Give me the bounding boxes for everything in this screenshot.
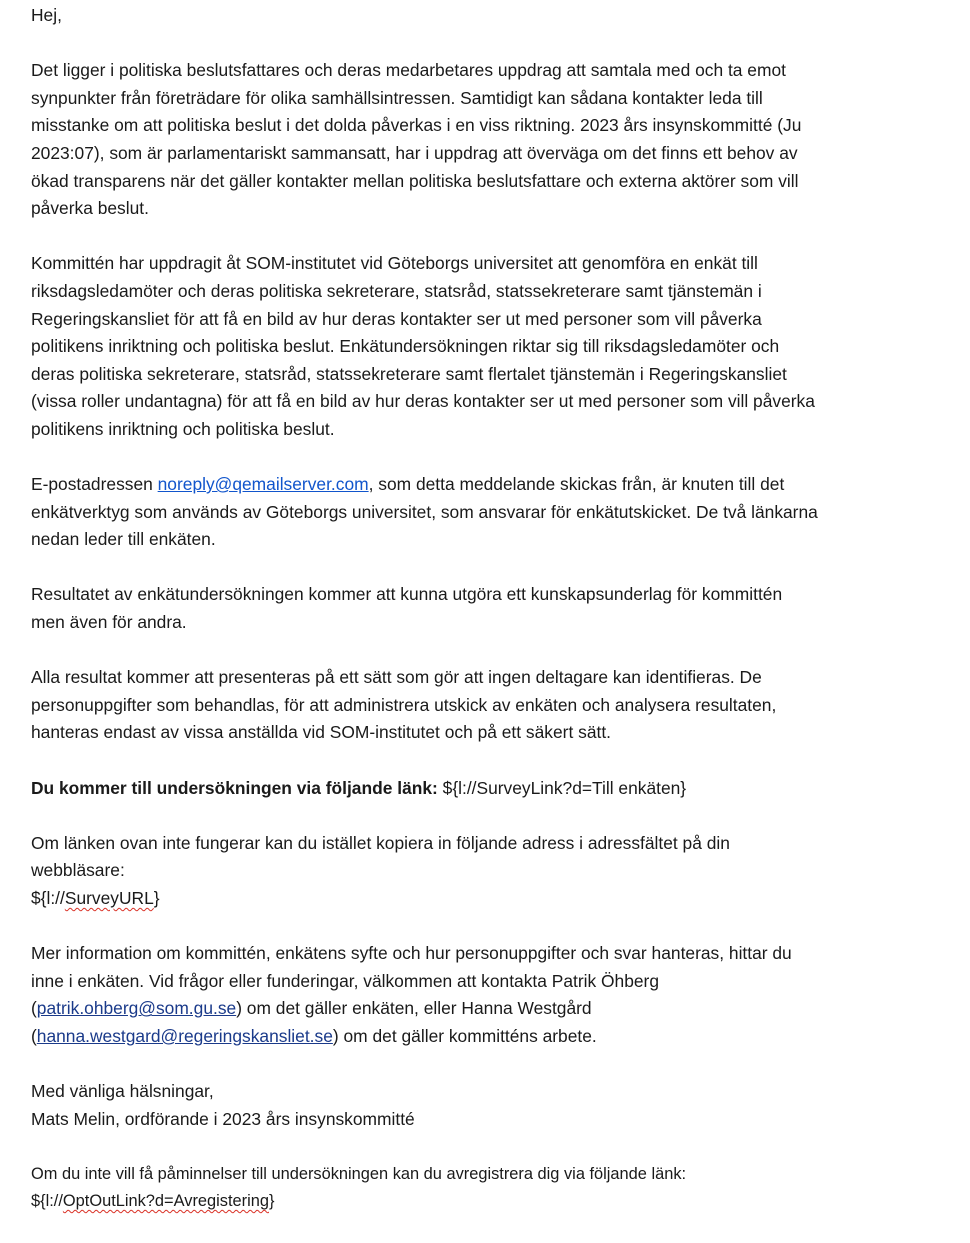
- contacts-line: Mer information om kommittén, enkätens syfte och hur personuppgifter och svar hanteras, hittar du: [31, 943, 792, 964]
- survey-url-squiggle: SurveyURL: [64, 888, 154, 908]
- paren-open: (: [31, 1025, 37, 1046]
- paragraph-intro: [31, 57, 956, 223]
- sender-suffix: , som detta meddelande skickas från, är knuten till det: [368, 474, 785, 495]
- optout-suffix: }: [268, 1191, 275, 1210]
- survey-url-placeholder[interactable]: [31, 885, 956, 913]
- intro-line: 2023:07), som är parlamentariskt sammansatt, har i uppdrag att överväga om det finns ett behov av: [31, 142, 798, 163]
- survey-link-line: [31, 775, 956, 803]
- greeting: [31, 2, 956, 30]
- noreply-email-link[interactable]: noreply@qemailserver.com: [157, 474, 369, 495]
- privacy-line: personuppgifter som behandlas, för att administrera utskick av enkäten och analysera resultaten,: [31, 694, 777, 715]
- signoff: [31, 1078, 956, 1133]
- greeting-text: Hej,: [31, 5, 62, 25]
- results-line: Resultatet av enkätundersökningen kommer att kunna utgöra ett kunskapsunderlag för kommittén: [31, 584, 783, 605]
- survey-link-label: Du kommer till undersökningen via följande länk:: [31, 777, 438, 798]
- commission-line: deras politiska sekreterare, statsråd, statssekreterare samt flertalet tjänstemän i Regeringskansliet: [31, 363, 787, 384]
- contacts-text: ) om det gäller enkäten, eller Hanna Westgård: [236, 998, 592, 1019]
- paragraph-optout: [31, 1161, 956, 1215]
- paren-open: (: [31, 998, 37, 1019]
- optout-link-placeholder[interactable]: [31, 1188, 956, 1215]
- paragraph-contacts: [31, 940, 956, 1050]
- optout-squiggle: OptOutLink?d=Avregistering: [62, 1191, 269, 1210]
- privacy-line: hanteras endast av vissa anställda vid SOM-institutet och på ett säkert sätt.: [31, 722, 611, 743]
- paragraph-sender-info: [31, 471, 956, 554]
- contacts-text: ) om det gäller kommitténs arbete.: [332, 1025, 597, 1046]
- paragraph-privacy: [31, 664, 956, 747]
- commission-line: Regeringskansliet för att få en bild av hur deras kontakter ser ut med personer som vill påverka: [31, 308, 762, 329]
- intro-line: Det ligger i politiska beslutsfattares och deras medarbetares uppdrag att samtala med och ta emot: [31, 60, 786, 81]
- optout-prefix: ${l://: [31, 1191, 63, 1210]
- fallback-line: Om länken ovan inte fungerar kan du istället kopiera in följande adress i adressfältet på din: [31, 832, 730, 853]
- intro-line: ökad transparens när det gäller kontakter mellan politiska beslutsfattare och externa aktörer som vill: [31, 170, 799, 191]
- contacts-line: [31, 995, 956, 1023]
- intro-line: påverka beslut.: [31, 198, 149, 219]
- sender-line: enkätverktyg som används av Göteborgs universitet, som ansvarar för enkätutskicket. De två länkarna: [31, 501, 818, 522]
- optout-line: Om du inte vill få påminnelser till undersökningen kan du avregistrera dig via följande länk:: [31, 1164, 687, 1183]
- paragraph-results: [31, 581, 956, 636]
- paragraph-fallback-url: [31, 830, 956, 913]
- intro-line: synpunkter från företrädare för olika samhällsintressen. Samtidigt kan sådana kontakter leda till: [31, 87, 763, 108]
- signoff-signature: Mats Melin, ordförande i 2023 års insynskommitté: [31, 1108, 415, 1129]
- survey-url-suffix: }: [153, 888, 160, 908]
- privacy-line: Alla resultat kommer att presenteras på ett sätt som gör att ingen deltagare kan identifieras. De: [31, 667, 762, 688]
- commission-line: Kommittén har uppdragit åt SOM-institutet vid Göteborgs universitet att genomföra en enkät till: [31, 253, 758, 274]
- contacts-line: inne i enkäten. Vid frågor eller funderingar, välkommen att kontakta Patrik Öhberg: [31, 970, 660, 991]
- survey-link-placeholder[interactable]: ${l://SurveyLink?d=Till enkäten}: [437, 777, 687, 798]
- fallback-line: webbläsare:: [31, 860, 125, 881]
- hanna-email-link[interactable]: hanna.westgard@regeringskansliet.se: [36, 1025, 333, 1046]
- signoff-greeting: Med vänliga hälsningar,: [31, 1081, 214, 1102]
- survey-url-prefix: ${l://: [31, 888, 65, 908]
- email-body: [31, 2, 956, 1243]
- sender-line: nedan leder till enkäten.: [31, 529, 216, 550]
- results-line: men även för andra.: [31, 612, 187, 633]
- intro-line: misstanke om att politiska beslut i det dolda påverkas i en viss riktning. 2023 års insynskommitté (Ju: [31, 115, 802, 136]
- paragraph-survey-link: [31, 775, 956, 803]
- commission-line: politikens inriktning och politiska beslut. Enkätundersökningen riktar sig till riksdagsledamöter och: [31, 336, 780, 357]
- commission-line: politikens inriktning och politiska beslut.: [31, 418, 335, 439]
- commission-line: (vissa roller undantagna) för att få en bild av hur deras kontakter ser ut med personer som vill påverka: [31, 391, 815, 412]
- sender-prefix: E-postadressen: [31, 474, 158, 495]
- paragraph-commission: [31, 250, 956, 443]
- sender-line: [31, 471, 956, 499]
- contacts-line: [31, 1023, 956, 1051]
- commission-line: riksdagsledamöter och deras politiska sekreterare, statsråd, statssekreterare samt tjänstemän i: [31, 280, 762, 301]
- patrik-email-link[interactable]: patrik.ohberg@som.gu.se: [36, 998, 237, 1019]
